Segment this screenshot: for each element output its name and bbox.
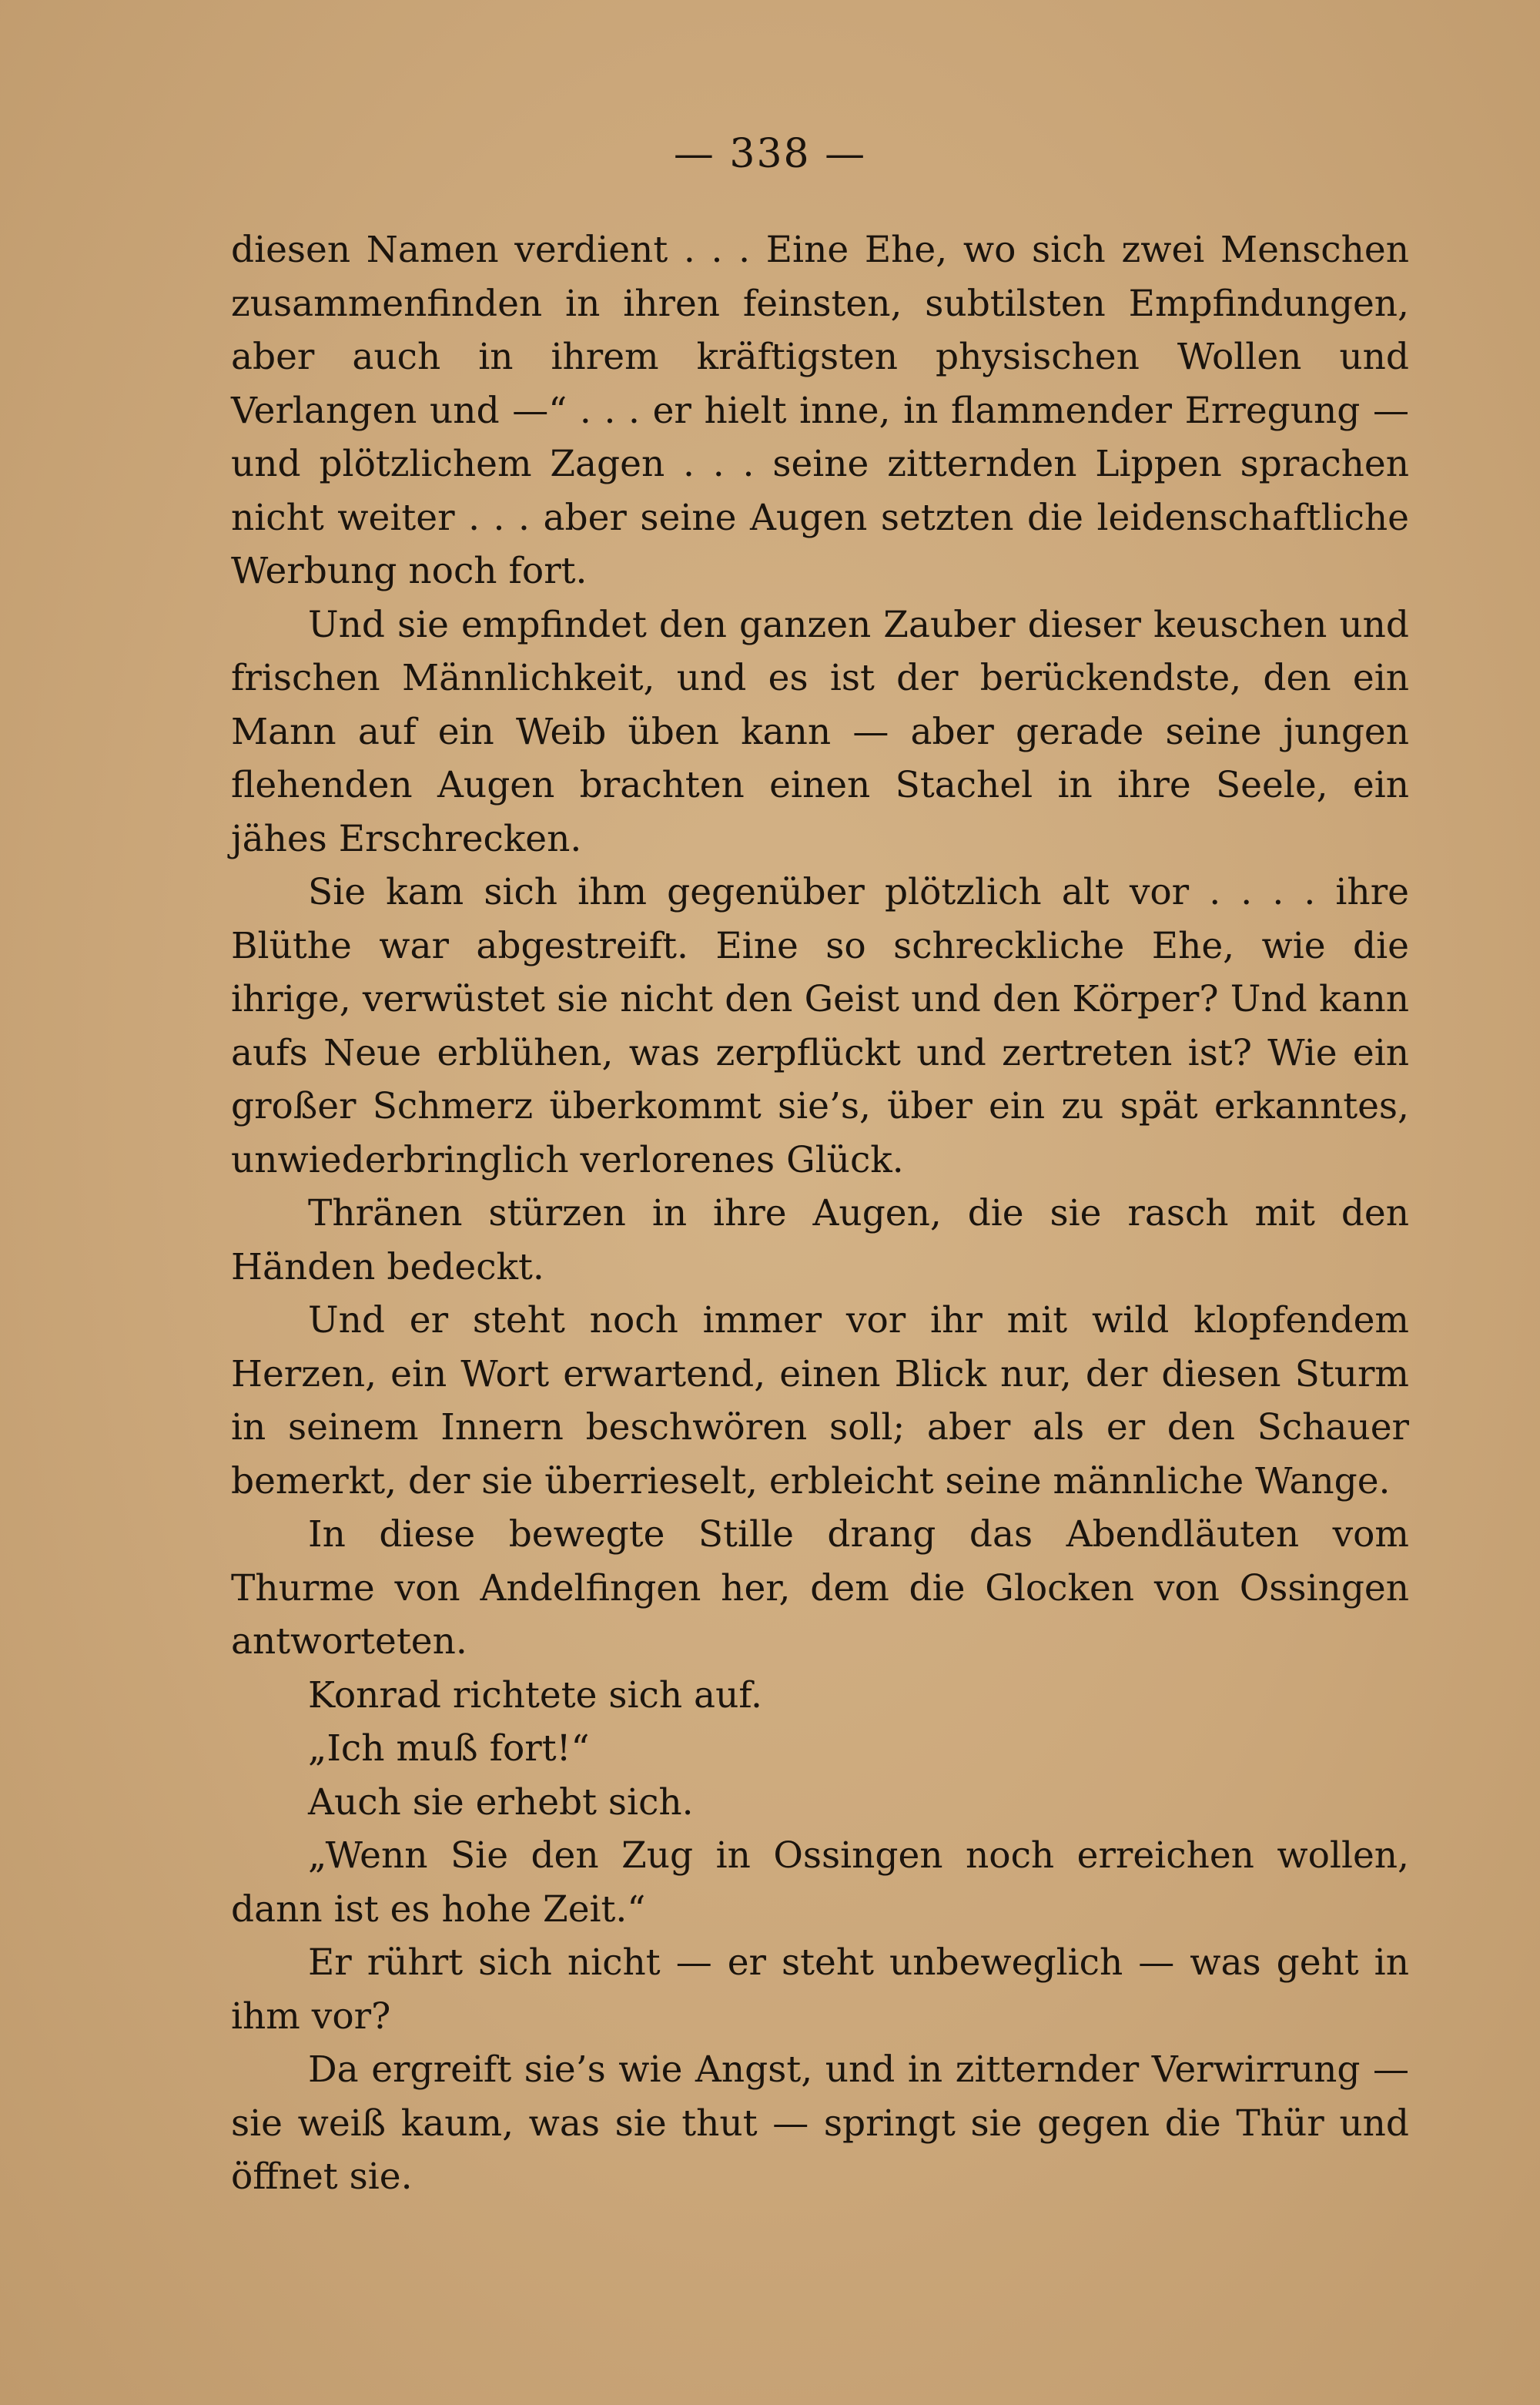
paragraph-3: Sie kam sich ihm gegenüber plötzlich alt vor . . . . ihre Blüthe war abgestreift. Eine so schreckliche Ehe, wie die ihrige, verwüstet sie nicht den Geist und den Körper? Und kann aufs Neue erblühen, was zerpflückt und zertreten ist? Wie ein großer Schmerz überkommt sie’s, über ein zu spät erkanntes, unwiederbringlich verlorenes Glück. xyxy=(231,871,1409,1181)
paragraph-10: „Wenn Sie den Zug in Ossingen noch erreichen wollen, dann ist es hohe Zeit.“ xyxy=(231,1834,1409,1931)
paragraph-7: Konrad richtete sich auf. xyxy=(308,1673,763,1717)
paragraph-1: diesen Namen verdient . . . Eine Ehe, wo sich zwei Menschen zusammenfinden in ihren feinsten, subtilsten Empfindungen, aber auch in ihrem kräftigsten physischen Wollen und Verlangen und —“ . . . er hielt inne, in flammender Erregung — und plötzlichem Zagen . . . seine zitternden Lippen sprachen nicht weiter . . . aber seine Augen setzten die leidenschaftliche Werbung noch fort. xyxy=(231,229,1409,592)
paragraph-9: Auch sie erhebt sich. xyxy=(308,1780,694,1824)
paragraph-6: In diese bewegte Stille drang das Abendläuten vom Thurme von Andelfingen her, dem die Glocken von Ossingen antworteten. xyxy=(231,1513,1409,1663)
paragraph-2: Und sie empfindet den ganzen Zauber dieser keuschen und frischen Männlichkeit, und es ist der berückendste, den ein Mann auf ein Weib üben kann — aber gerade seine jungen flehenden Augen brachten einen Stachel in ihre Seele, ein jähes Erschrecken. xyxy=(231,603,1409,860)
paragraph-4: Thränen stürzen in ihre Augen, die sie rasch mit den Händen bedeckt. xyxy=(231,1192,1409,1288)
paragraph-8: „Ich muß fort!“ xyxy=(308,1727,590,1770)
paragraph-12: Da ergreift sie’s wie Angst, und in zitternder Verwirrung — sie weiß kaum, was sie thut — springt sie gegen die Thür und öffnet sie. xyxy=(231,2048,1409,2198)
paragraph-5: Und er steht noch immer vor ihr mit wild klopfendem Herzen, ein Wort erwartend, einen Blick nur, der diesen Sturm in seinem Innern beschwören soll; aber als er den Schauer bemerkt, der sie überrieselt, erbleicht seine männliche Wange. xyxy=(231,1299,1409,1502)
page-number: — 338 — xyxy=(673,131,867,177)
body-text xyxy=(231,223,1409,2204)
paragraph-11: Er rührt sich nicht — er steht unbeweglich — was geht in ihm vor? xyxy=(231,1941,1409,2038)
